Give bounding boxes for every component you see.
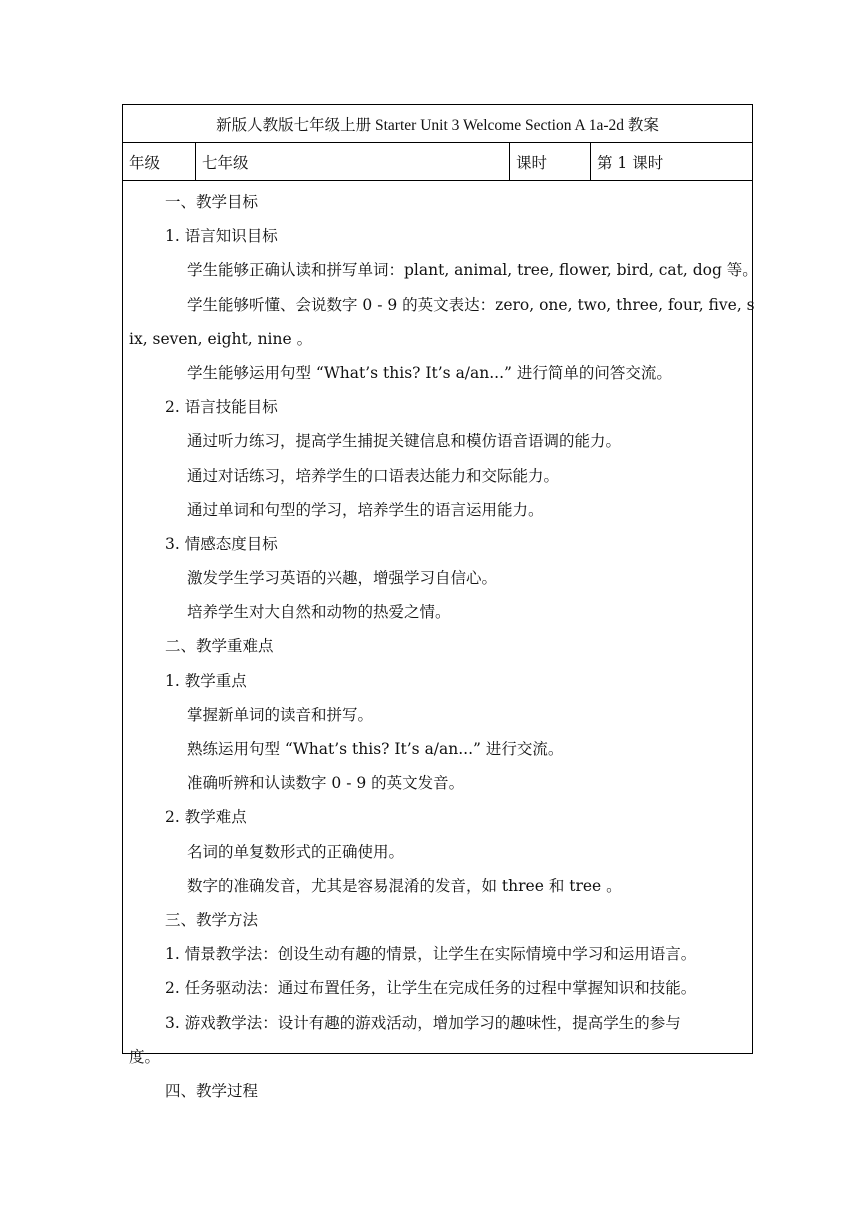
method-line: 2. 任务驱动法：通过布置任务，让学生在完成任务的过程中掌握知识和技能。 [165, 979, 697, 998]
period-value: 第 1 课时 [597, 153, 664, 172]
body-line: 通过听力练习，提高学生捕捉关键信息和模仿语音语调的能力。 [187, 432, 622, 451]
title-row [123, 105, 752, 143]
method-line-continued: 度。 [129, 1047, 161, 1066]
method-line: 1. 情景教学法：创设生动有趣的情景，让学生在实际情境中学习和运用语言。 [165, 945, 697, 964]
subsection-heading: 2. 教学难点 [165, 808, 247, 827]
body-line: 掌握新单词的读音和拼写。 [187, 705, 374, 724]
subsection-heading: 2. 语言技能目标 [165, 398, 278, 417]
body-line: 名词的单复数形式的正确使用。 [187, 842, 405, 861]
body-line: 学生能够正确认读和拼写单词：plant, animal, tree, flower, bird, cat, dog 等。 [187, 261, 758, 280]
body-line: 学生能够听懂、会说数字 0 - 9 的英文表达：zero, one, two, three, four, five, s [187, 295, 755, 314]
subsection-heading: 1. 教学重点 [165, 671, 247, 690]
period-label: 课时 [510, 143, 591, 180]
grade-label: 年级 [123, 143, 196, 180]
section-heading: 二、教学重难点 [165, 637, 274, 656]
body-line-continued: ix, seven, eight, nine 。 [129, 329, 313, 348]
content-cell [123, 181, 758, 1100]
subsection-heading: 3. 情感态度目标 [165, 534, 278, 553]
body-line: 培养学生对大自然和动物的热爱之情。 [187, 603, 451, 622]
document-title: 新版人教版七年级上册 Starter Unit 3 Welcome Section A 1a-2d 教案 [216, 116, 659, 134]
body-line: 熟练运用句型 “What’s this? It’s a/an...” 进行交流。 [187, 740, 564, 758]
body-line: 数字的准确发音，尤其是容易混淆的发音，如 three 和 tree 。 [187, 876, 622, 895]
method-line: 3. 游戏教学法：设计有趣的游戏活动，增加学习的趣味性，提高学生的参与 [165, 1013, 681, 1032]
body-line: 准确听辨和认读数字 0 - 9 的英文发音。 [187, 774, 465, 793]
info-row [123, 143, 752, 181]
section-heading: 一、教学目标 [165, 193, 259, 211]
body-line: 通过单词和句型的学习，培养学生的语言运用能力。 [187, 500, 544, 519]
body-line: 学生能够运用句型 “What’s this? It’s a/an...” 进行简单的问答交流。 [187, 363, 672, 382]
section-heading: 三、教学方法 [165, 910, 259, 929]
subsection-heading: 1. 语言知识目标 [165, 227, 278, 246]
grade-value: 七年级 [196, 143, 510, 180]
body-line: 激发学生学习英语的兴趣，增强学习自信心。 [187, 569, 498, 588]
body-line: 通过对话练习，培养学生的口语表达能力和交际能力。 [187, 466, 560, 485]
section-heading: 四、教学过程 [165, 1081, 259, 1100]
lesson-plan-table [122, 104, 758, 1100]
